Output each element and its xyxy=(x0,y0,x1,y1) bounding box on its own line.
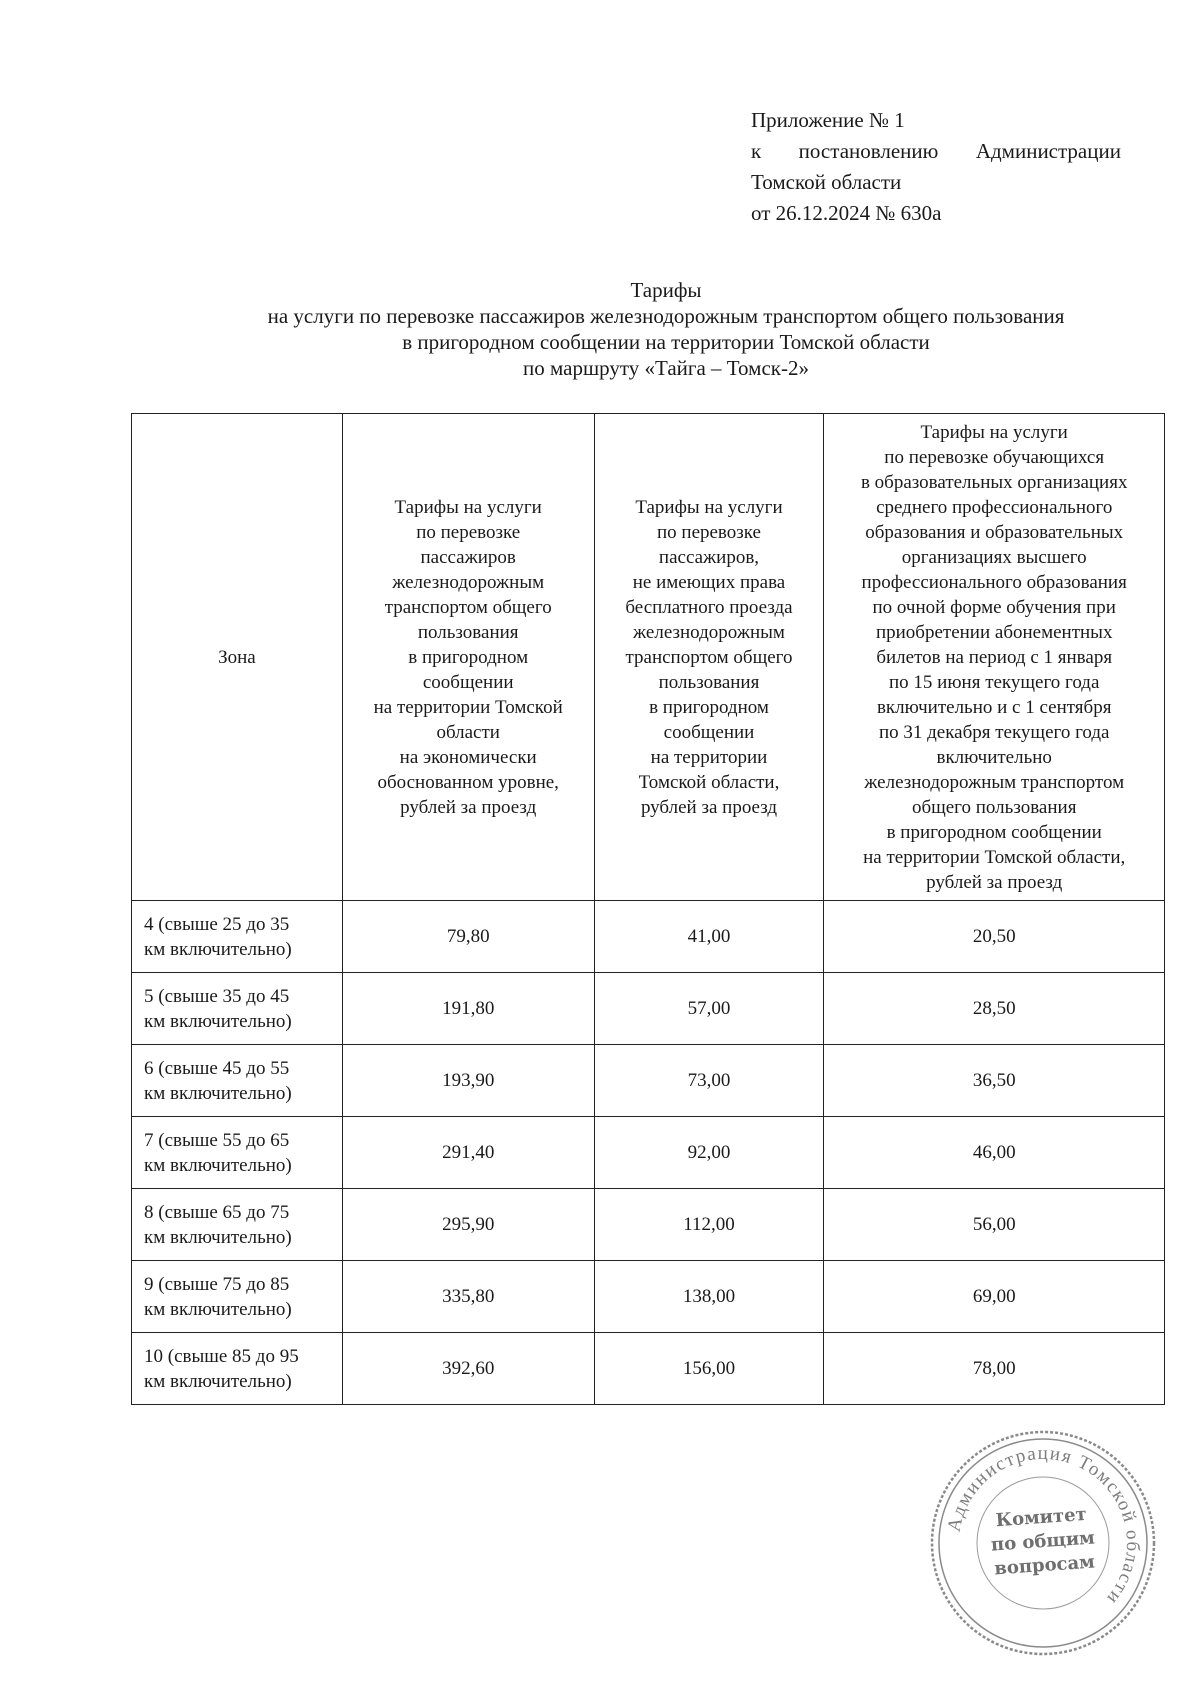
appendix-reference xyxy=(751,136,1121,167)
stamp-center-line: Комитет xyxy=(995,1503,1088,1532)
appendix-word: к xyxy=(751,139,762,163)
appendix-word: постановлению xyxy=(798,139,939,163)
zone-cell: 6 (свыше 45 до 55 км включительно) xyxy=(132,1045,343,1117)
economic-cell: 335,80 xyxy=(342,1261,594,1333)
header-student-tariff: Тарифы на услуги по перевозке обучающихся в образовательных организациях среднего профессионального образования и образовательных организациях высшего профессионального образования по очной форме обучения при приобретении абонементных билетов на период с 1 января по 15 июня текущего года включительно и с 1 сентября по 31 декабря текущего года включительно железнодорожным транспортом общего пользования в пригородном сообщении на территории Томской области, рублей за проезд xyxy=(824,414,1165,901)
official-stamp xyxy=(928,1428,1158,1658)
student-cell: 36,50 xyxy=(824,1045,1165,1117)
stamp-ring-label: Администрация Томской области xyxy=(943,1442,1144,1610)
document-title xyxy=(0,277,1200,381)
zone-cell: 4 (свыше 25 до 35 км включительно) xyxy=(132,901,343,973)
student-cell: 69,00 xyxy=(824,1261,1165,1333)
zone-cell: 10 (свыше 85 до 95 км включительно) xyxy=(132,1333,343,1405)
tariff-table xyxy=(131,413,1165,1405)
zone-cell: 5 (свыше 35 до 45 км включительно) xyxy=(132,973,343,1045)
header-zone: Зона xyxy=(132,414,343,901)
table-row xyxy=(132,1045,1165,1117)
title-line: по маршруту «Тайга – Томск-2» xyxy=(523,356,809,380)
economic-cell: 193,90 xyxy=(342,1045,594,1117)
economic-cell: 392,60 xyxy=(342,1333,594,1405)
zone-cell: 7 (свыше 55 до 65 км включительно) xyxy=(132,1117,343,1189)
table-row xyxy=(132,973,1165,1045)
student-cell: 20,50 xyxy=(824,901,1165,973)
zone-cell: 8 (свыше 65 до 75 км включительно) xyxy=(132,1189,343,1261)
regular-cell: 156,00 xyxy=(594,1333,824,1405)
header-economic-tariff: Тарифы на услуги по перевозке пассажиров железнодорожным транспортом общего пользования в пригородном сообщении на территории Томской области на экономически обоснованном уровне, рублей за проезд xyxy=(342,414,594,901)
regular-cell: 112,00 xyxy=(594,1189,824,1261)
appendix-region: Томской области xyxy=(751,170,902,194)
student-cell: 28,50 xyxy=(824,973,1165,1045)
title-line: в пригородном сообщении на территории Томской области xyxy=(402,330,930,354)
appendix-block xyxy=(751,105,1131,229)
appendix-number: Приложение № 1 xyxy=(751,108,905,132)
student-cell: 46,00 xyxy=(824,1117,1165,1189)
economic-cell: 291,40 xyxy=(342,1117,594,1189)
student-cell: 78,00 xyxy=(824,1333,1165,1405)
table-row xyxy=(132,1189,1165,1261)
regular-cell: 41,00 xyxy=(594,901,824,973)
header-regular-tariff: Тарифы на услуги по перевозке пассажиров, не имеющих права бесплатного проезда железнодорожным транспортом общего пользования в пригородном сообщении на территории Томской области, рублей за проезд xyxy=(594,414,824,901)
appendix-word: Администрации xyxy=(975,139,1121,163)
table-row xyxy=(132,1117,1165,1189)
economic-cell: 191,80 xyxy=(342,973,594,1045)
zone-cell: 9 (свыше 75 до 85 км включительно) xyxy=(132,1261,343,1333)
table-header-row xyxy=(132,414,1165,901)
appendix-date: от 26.12.2024 № 630а xyxy=(751,201,942,225)
stamp-center-line: вопросам xyxy=(993,1551,1096,1580)
economic-cell: 295,90 xyxy=(342,1189,594,1261)
regular-cell: 73,00 xyxy=(594,1045,824,1117)
table-row xyxy=(132,1261,1165,1333)
table-row xyxy=(132,901,1165,973)
title-line: Тарифы xyxy=(630,278,702,302)
economic-cell: 79,80 xyxy=(342,901,594,973)
student-cell: 56,00 xyxy=(824,1189,1165,1261)
stamp-center-line: по общим xyxy=(990,1527,1096,1556)
title-line: на услуги по перевозке пассажиров железнодорожным транспортом общего пользования xyxy=(267,304,1065,328)
regular-cell: 92,00 xyxy=(594,1117,824,1189)
regular-cell: 138,00 xyxy=(594,1261,824,1333)
table-row xyxy=(132,1333,1165,1405)
regular-cell: 57,00 xyxy=(594,973,824,1045)
